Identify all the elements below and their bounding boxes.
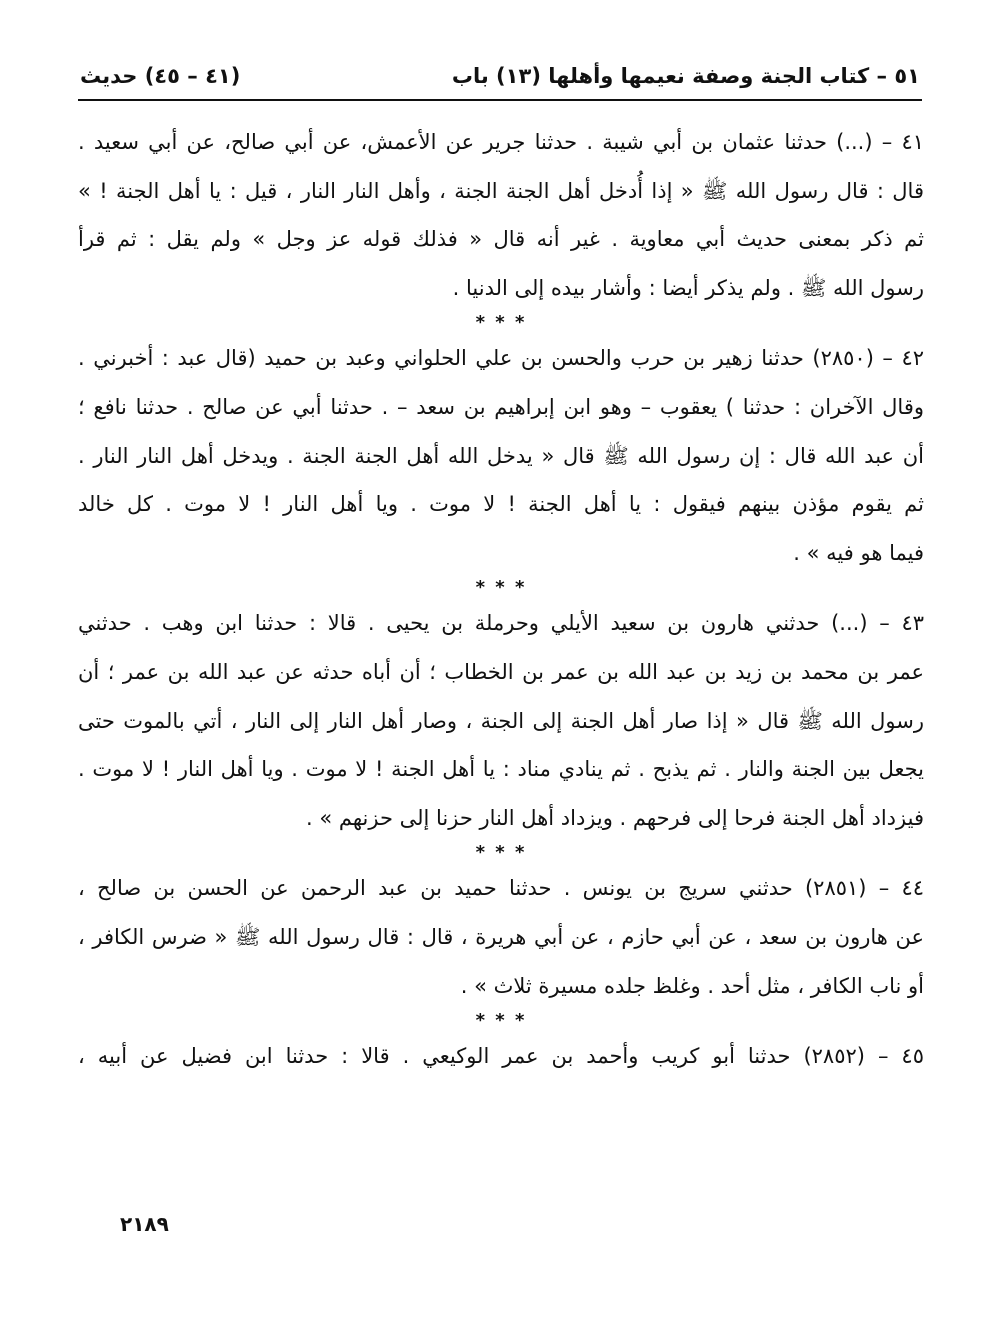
text-line: ٤٤ – (٢٨٥١) حدثني سريج بن يونس . حدثنا حميد بن عبد الرحمن عن الحسن بن صالح ، [78, 876, 924, 901]
header-chapter-title: ٥١ – كتاب الجنة وصفة نعيمها وأهلها (١٣) باب [451, 64, 920, 88]
page-number: ٢١٨٩ [120, 1212, 169, 1236]
text-line: فيما هو فيه » . [793, 540, 924, 565]
text-line: ٤٣ – (...) حدثني هارون بن سعيد الأيلي وحرملة بن يحيى . قالا : حدثنا ابن وهب . حدثني [78, 611, 924, 636]
text-line: وقال الآخران : حدثنا ) يعقوب – وهو ابن إبراهيم بن سعد – . حدثنا أبي عن صالح . حدثنا نافع ؛ [78, 394, 924, 419]
text-line: فيزداد أهل الجنة فرحا إلى فرحهم . ويزداد أهل النار حزنا إلى حزنهم » . [305, 805, 924, 830]
hadith-45 [78, 1032, 924, 1081]
text-line: رسول الله ﷺ قال « إذا صار أهل الجنة إلى الجنة ، وصار أهل النار إلى النار ، أتي بالموت حتى [78, 708, 924, 733]
text-line: ثم يقوم مؤذن بينهم فيقول : يا أهل الجنة ! لا موت . ويا أهل النار ! لا موت . كل خالد [78, 492, 924, 517]
hadith-44 [78, 864, 924, 1010]
section-separator: * * * [475, 577, 527, 599]
text-line: عمر بن محمد بن زيد بن عبد الله بن عمر بن الخطاب ؛ أن أباه حدثه عن عبد الله بن عمر ؛ أن [78, 659, 924, 684]
section-separator: * * * [475, 1010, 527, 1032]
hadith-43 [78, 599, 924, 842]
text-line: ٤٥ – (٢٨٥٢) حدثنا أبو كريب وأحمد بن عمر الوكيعي . قالا : حدثنا ابن فضيل عن أبيه ، [78, 1044, 924, 1069]
hadith-text-body [78, 118, 924, 1081]
text-line: قال : قال رسول الله ﷺ « إذا أُدخل أهل الجنة الجنة ، وأهل النار النار ، قيل : يا أهل الجنة ! » [78, 178, 924, 203]
hadith-42 [78, 334, 924, 577]
text-line: ٤٢ – (٢٨٥٠) حدثنا زهير بن حرب والحسن بن علي الحلواني وعبد بن حميد (قال عبد : أخبرني . [78, 346, 924, 371]
section-separator: * * * [475, 312, 527, 334]
text-line: عن هارون بن سعد ، عن أبي حازم ، عن أبي هريرة ، قال : قال رسول الله ﷺ « ضرس الكافر ، [78, 924, 924, 949]
header-divider [78, 99, 922, 101]
hadith-41 [78, 118, 924, 312]
text-line: ثم ذكر بمعنى حديث أبي معاوية . غير أنه قال « فذلك قوله عز وجل » ولم يقل : ثم قرأ [78, 227, 924, 252]
header-hadith-range: (٤١ – ٤٥) حديث [80, 64, 241, 88]
running-header [80, 58, 920, 94]
text-line: يجعل بين الجنة والنار . ثم يذبح . ثم ينادي مناد : يا أهل الجنة ! لا موت . ويا أهل النار ! لا موت . [78, 757, 924, 782]
text-line: رسول الله ﷺ . ولم يذكر أيضا : وأشار بيده إلى الدنيا . [452, 275, 924, 300]
text-line: ٤١ – (...) حدثنا عثمان بن أبي شيبة . حدثنا جرير عن الأعمش، عن أبي صالح، عن أبي سعيد . [78, 130, 924, 154]
section-separator: * * * [475, 842, 527, 864]
text-line: أن عبد الله قال : إن رسول الله ﷺ قال « يدخل الله أهل الجنة الجنة . ويدخل أهل النار النار . [78, 443, 924, 468]
text-line: أو ناب الكافر ، مثل أحد . وغلظ جلده مسيرة ثلاث » . [460, 973, 924, 998]
